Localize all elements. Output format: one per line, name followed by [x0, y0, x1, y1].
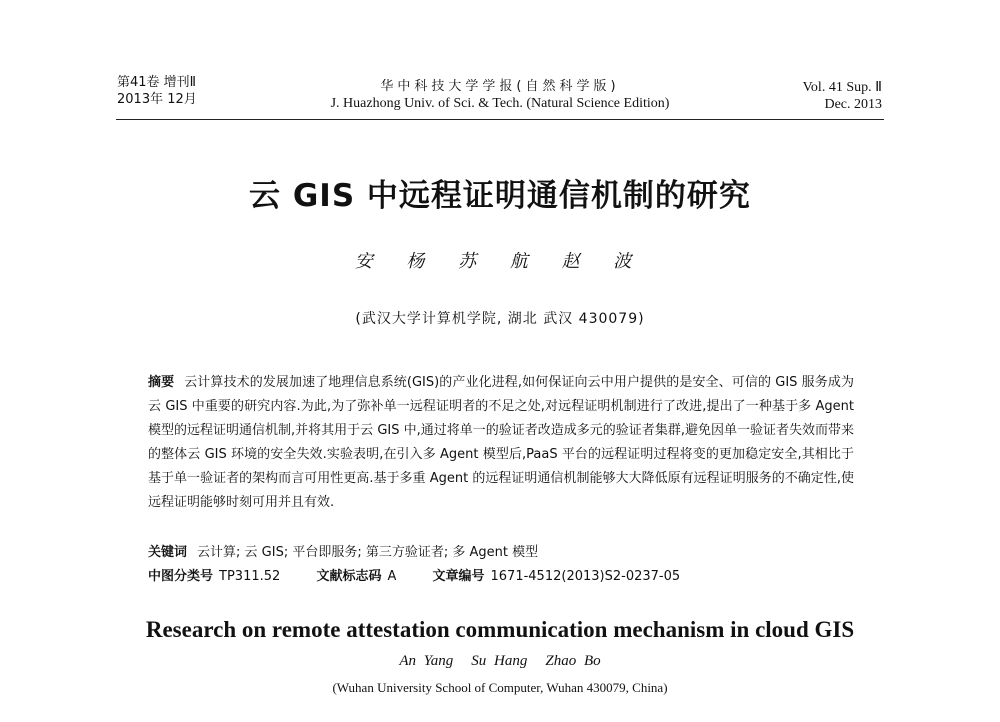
abstract-label: 摘要: [148, 375, 175, 390]
publication-date-cn: 2013年 12月: [117, 92, 197, 107]
keywords-text: 云计算; 云 GIS; 平台即服务; 第三方验证者; 多 Agent 模型: [197, 545, 539, 560]
paper-title-en: Research on remote attestation communication mechanism in cloud GIS: [145, 617, 855, 642]
publication-date-en: Dec. 2013: [824, 97, 882, 112]
journal-volume-info-en: [803, 79, 882, 113]
author-en: Zhao Bo: [545, 653, 601, 669]
volume-issue-en: Vol. 41 Sup. Ⅱ: [802, 80, 882, 95]
authors-en: [0, 653, 1000, 670]
abstract-cn: [148, 371, 854, 515]
volume-issue: 第41卷 增刊Ⅱ: [117, 75, 197, 90]
doc-code-value: A: [387, 569, 397, 584]
article-no-value: 1671-4512(2013)S2-0237-05: [490, 569, 681, 584]
doc-code-label: 文献标志码: [316, 569, 382, 584]
abstract-text: 云计算技术的发展加速了地理信息系统(GIS)的产业化进程,如何保证向云中用户提供的是安全、可信的 GIS 服务成为云 GIS 中重要的研究内容.为此,为了弥补单一远程证明者的不足之处,对远程证明机制进行了改进,提出了一种基于多 Agent 模型的远程证明通信机制,并将其用于云 GIS 中,通过将单一的验证者改造成多元的验证者集群,避免因单一验证者失效而带来的整体云 GIS 环境的安全失效.实验表明,在引入多 Agent 模型后,PaaS 平台的远程证明过程将变的更加稳定安全,其相比于基于单一验证者的架构而言可用性更高.基于多重 Agent 的远程证明通信机制能够大大降低原有远程证明服务的不确定性,使远程证明能够时刻可用并且有效.: [148, 375, 854, 510]
affiliation-en: (Wuhan University School of Computer, Wuhan 430079, China): [332, 680, 668, 695]
author-en: An Yang: [399, 653, 454, 669]
classification-line: [148, 565, 712, 584]
author-en: Su Hang: [471, 653, 528, 669]
journal-name-en: J. Huazhong Univ. of Sci. & Tech. (Natural Science Edition): [330, 96, 670, 111]
clc-label: 中图分类号: [148, 569, 214, 584]
keywords-label: 关键词: [148, 545, 188, 560]
authors-cn: 安 杨 苏 航 赵 波: [354, 251, 646, 272]
article-no-label: 文章编号: [432, 569, 485, 584]
clc-value: TP311.52: [219, 569, 281, 584]
header-rule: [116, 119, 884, 120]
journal-name-cn: 华中科技大学学报(自然科学版): [380, 79, 620, 94]
affiliation-cn: (武汉大学计算机学院, 湖北 武汉 430079): [355, 311, 645, 327]
keywords-cn: [148, 541, 538, 560]
paper-title-cn: 云 GIS 中远程证明通信机制的研究: [249, 178, 751, 214]
